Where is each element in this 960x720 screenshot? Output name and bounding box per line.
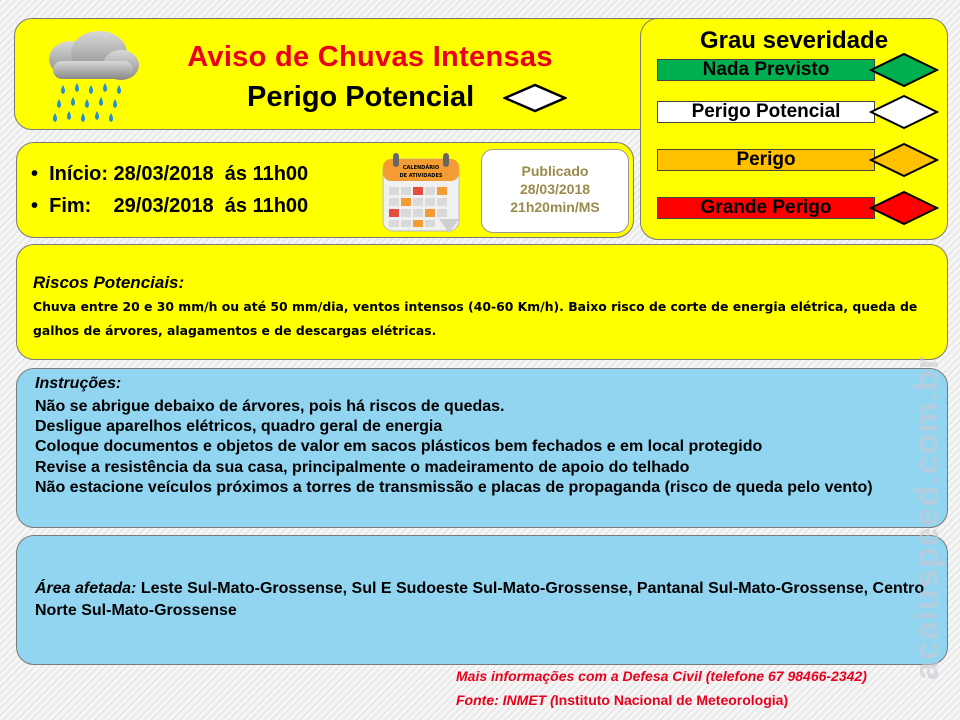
alert-title: Aviso de Chuvas Intensas: [187, 41, 553, 73]
end-date: • Fim: 29/03/2018 ás 11h00: [31, 195, 309, 217]
published-time: 21h20min/MS: [510, 199, 600, 215]
affected-area-label: Área afetada:: [35, 580, 137, 597]
list-item: Não estacione veículos próximos a torres de transmissão e placas de propaganda (risco de queda pelo vento): [35, 478, 873, 496]
alert-header: [14, 18, 682, 130]
start-date: • Início: 28/03/2018 ás 11h00: [31, 163, 309, 185]
affected-area: [35, 578, 935, 622]
alert-period: [16, 142, 634, 238]
severity-legend: [640, 18, 948, 240]
severity-diamond-icon: [869, 94, 939, 130]
affected-area-text: Leste Sul-Mato-Grossense, Sul E Sudoeste Sul-Mato-Grossense, Pantanal Sul-Mato-Grossense, Centro Norte Sul-Mato-Grossense: [35, 580, 925, 619]
footer-contact: Mais informações com a Defesa Civil (telefone 67 98466-2342): [456, 668, 867, 684]
severity-level-none: Nada Previsto: [657, 59, 875, 81]
published-date: 28/03/2018: [519, 181, 591, 197]
severity-level-potential: Perigo Potencial: [657, 101, 875, 123]
list-item: Desligue aparelhos elétricos, quadro geral de energia: [35, 418, 443, 436]
calendar-icon: [379, 149, 465, 235]
severity-level-danger: Perigo: [657, 149, 875, 171]
watermark: acaiuspeed.com.br: [908, 354, 946, 680]
list-item: Coloque documentos e objetos de valor em sacos plásticos bem fechados e em local protegido: [35, 438, 763, 456]
severity-level-great-danger: Grande Perigo: [657, 197, 875, 219]
severity-diamond-icon: [869, 142, 939, 178]
footer-source-prefix: Fonte: INMET (: [456, 692, 555, 708]
published-label: Publicado: [521, 163, 589, 179]
risks-panel: [16, 244, 948, 360]
severity-diamond-icon: [869, 52, 939, 88]
list-item: Não se abrigue debaixo de árvores, pois há riscos de quedas.: [35, 398, 505, 415]
footer-source-name: Instituto Nacional de Meteorologia): [554, 692, 789, 708]
risks-title: Riscos Potenciais:: [33, 273, 185, 292]
footer-source: [456, 692, 788, 708]
instructions-title: Instruções:: [35, 375, 122, 392]
list-item: Revise a resistência da sua casa, principalmente o madeiramento de apoio do telhado: [35, 458, 690, 476]
level-diamond-icon: [503, 83, 567, 113]
alert-level: Perigo Potencial: [247, 81, 475, 113]
svg-text:CALENDÁRIO: CALENDÁRIO: [402, 165, 440, 171]
risks-text: Chuva entre 20 e 30 mm/h ou até 50 mm/dia, ventos intensos (40-60 Km/h). Baixo risco de corte de energia elétrica, queda de galhos de árvores, alagamentos e de descargas elétricas.: [33, 299, 918, 338]
severity-diamond-icon: [869, 190, 939, 226]
rain-cloud-icon: [41, 29, 141, 129]
severity-title: Grau severidade: [699, 27, 889, 54]
instructions-panel: [16, 368, 948, 528]
svg-text:DE ATIVIDADES: DE ATIVIDADES: [399, 173, 443, 179]
instructions-list: [35, 397, 935, 498]
affected-area-panel: [16, 535, 948, 665]
published-info: [481, 149, 629, 233]
